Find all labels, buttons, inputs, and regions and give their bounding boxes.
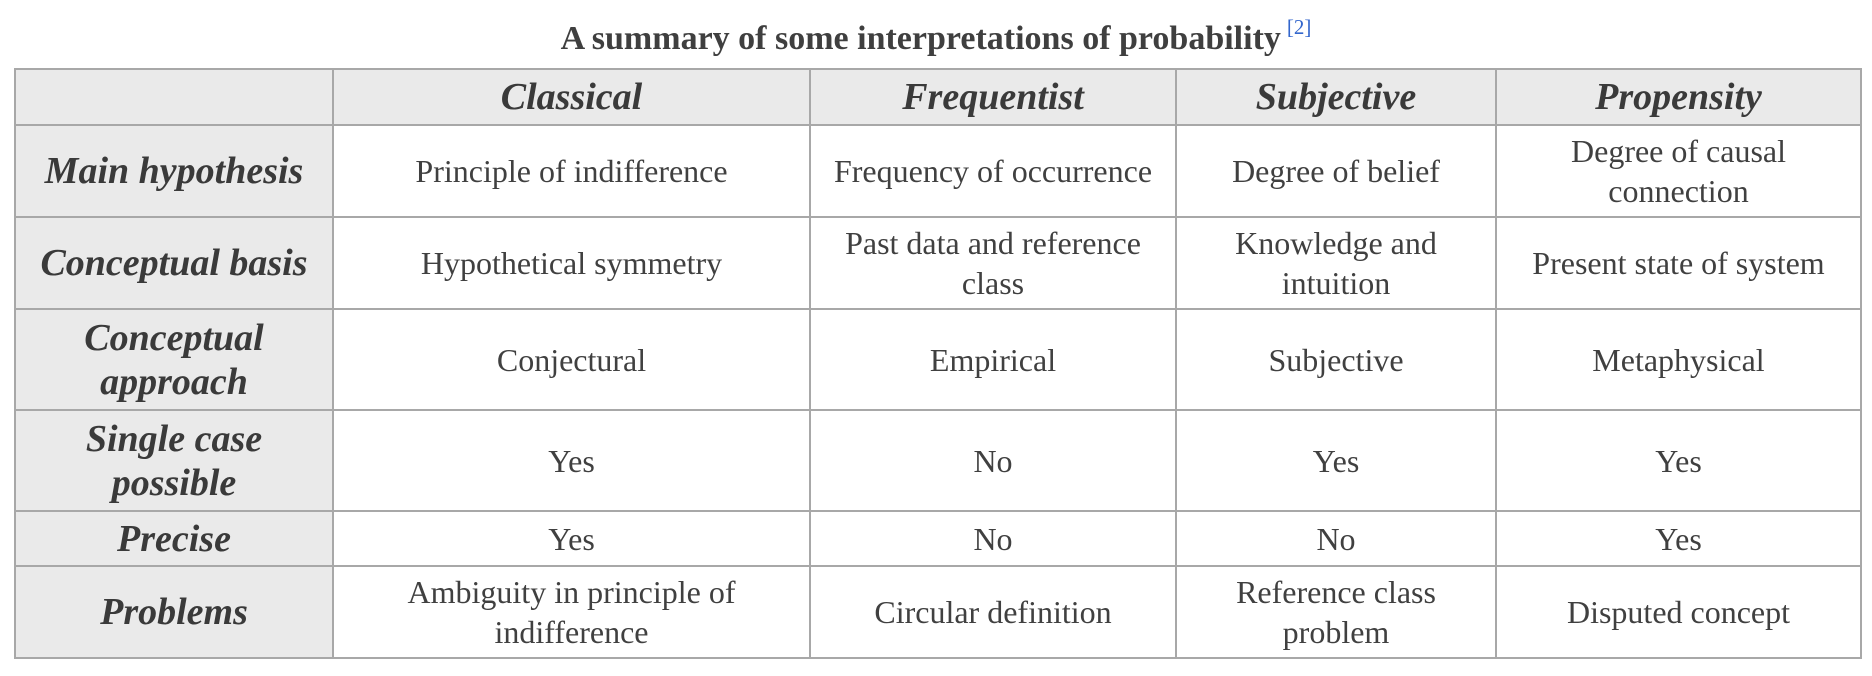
column-header-frequentist: Frequentist	[810, 69, 1176, 125]
column-header-subjective: Subjective	[1176, 69, 1496, 125]
table-cell: Past data and reference class	[810, 217, 1176, 309]
table-row	[15, 309, 1861, 410]
table-cell: Degree of belief	[1176, 125, 1496, 217]
column-header-propensity: Propensity	[1496, 69, 1861, 125]
header-row	[15, 69, 1861, 125]
table-cell: Knowledge and intuition	[1176, 217, 1496, 309]
table-cell: Conjectural	[333, 309, 810, 410]
interpretations-table	[14, 68, 1862, 659]
row-header: Conceptual approach	[15, 309, 333, 410]
row-header: Main hypothesis	[15, 125, 333, 217]
table-caption	[0, 6, 1872, 60]
table-row	[15, 511, 1861, 566]
table-cell: Metaphysical	[1496, 309, 1861, 410]
table-cell: Degree of causal connection	[1496, 125, 1861, 217]
table-cell: Ambiguity in principle of indifference	[333, 566, 810, 658]
table-cell: Disputed concept	[1496, 566, 1861, 658]
table-cell: No	[810, 511, 1176, 566]
table-row	[15, 410, 1861, 511]
table-row	[15, 566, 1861, 658]
table-cell: Subjective	[1176, 309, 1496, 410]
table-cell: No	[810, 410, 1176, 511]
row-header: Precise	[15, 511, 333, 566]
table-cell: Reference class problem	[1176, 566, 1496, 658]
table-cell: Yes	[333, 511, 810, 566]
row-header: Conceptual basis	[15, 217, 333, 309]
row-header: Single case possible	[15, 410, 333, 511]
column-header-classical: Classical	[333, 69, 810, 125]
table-cell: Present state of system	[1496, 217, 1861, 309]
table-cell: Yes	[1496, 511, 1861, 566]
table-row	[15, 217, 1861, 309]
table-cell: Frequency of occurrence	[810, 125, 1176, 217]
caption-title: A summary of some interpretations of probability	[560, 20, 1281, 57]
table-cell: Principle of indifference	[333, 125, 810, 217]
table-cell: Yes	[333, 410, 810, 511]
reference-link[interactable]: [2]	[1286, 15, 1312, 39]
table-cell: Empirical	[810, 309, 1176, 410]
table-cell: Yes	[1176, 410, 1496, 511]
table-cell: No	[1176, 511, 1496, 566]
corner-cell	[15, 69, 333, 125]
row-header: Problems	[15, 566, 333, 658]
table-cell: Hypothetical symmetry	[333, 217, 810, 309]
table-cell: Circular definition	[810, 566, 1176, 658]
table-cell: Yes	[1496, 410, 1861, 511]
table-row	[15, 125, 1861, 217]
